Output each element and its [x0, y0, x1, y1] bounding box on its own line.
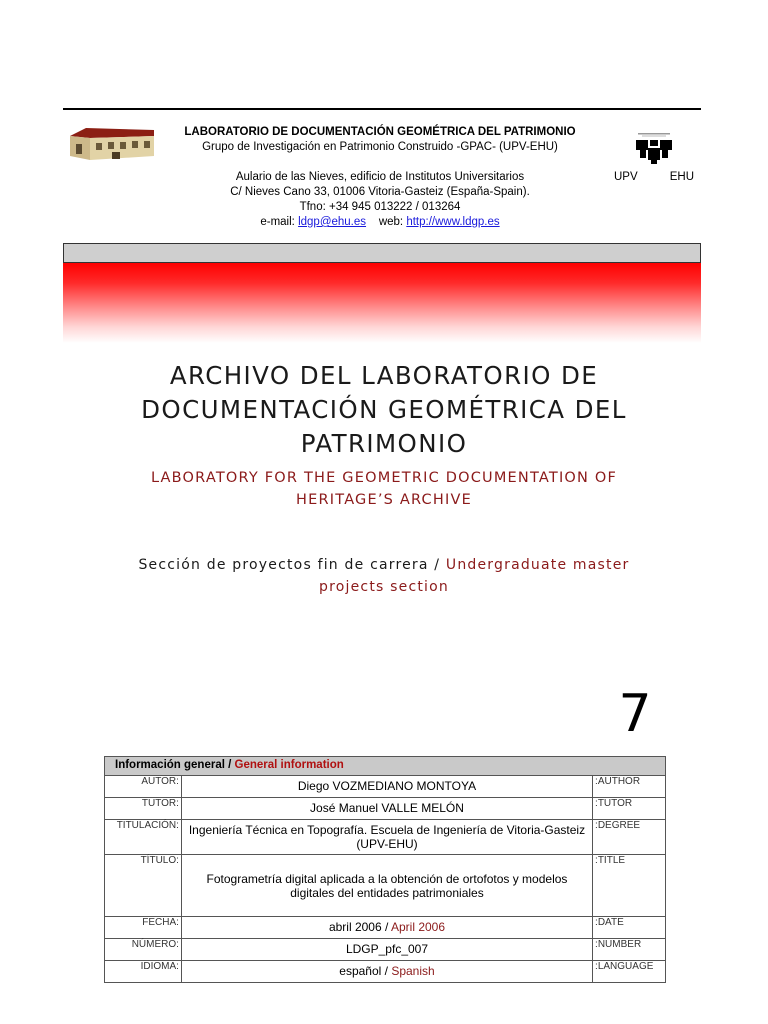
- degree-value: Ingeniería Técnica en Topografía. Escuela de Ingeniería de Vitoria-Gasteiz (UPV-EHU): [181, 820, 592, 855]
- research-group: Grupo de Investigación en Patrimonio Construido -GPAC- (UPV-EHU): [202, 141, 558, 153]
- author-label: AUTOR:: [105, 776, 182, 798]
- section-title-es: Sección de proyectos fin de carrera /: [138, 557, 446, 573]
- archive-title-line-2: DOCUMENTACIÓN GEOMÉTRICA DEL: [141, 395, 627, 424]
- degree-label-en: :DEGREE: [593, 820, 666, 855]
- info-table-header: [105, 757, 666, 776]
- title-label: TÍTULO:: [105, 855, 182, 917]
- archive-subtitle-line-1: LABORATORY FOR THE GEOMETRIC DOCUMENTATION OF: [150, 470, 618, 486]
- table-row: [105, 917, 666, 939]
- phone: Tfno: +34 945 013222 / 013264: [299, 201, 461, 213]
- author-value: Diego VOZMEDIANO MONTOYA: [181, 776, 592, 798]
- info-header-es: Información general /: [115, 759, 235, 771]
- band-header: [63, 243, 701, 263]
- date-value-es: abril 2006 /: [328, 920, 391, 934]
- upv-text: UPV: [614, 171, 638, 183]
- title-value-text: Fotogrametría digital aplicada a la obtención de ortofotos y modelos digitales del entidades patrimoniales: [206, 871, 568, 900]
- language-value: [181, 961, 592, 983]
- language-label: IDIOMA:: [105, 961, 182, 983]
- table-row: [105, 776, 666, 798]
- ehu-text: EHU: [669, 171, 694, 183]
- date-label-en: :DATE: [593, 917, 666, 939]
- general-info-table: [104, 756, 666, 983]
- date-value: [181, 917, 592, 939]
- archive-title: [84, 359, 684, 461]
- date-label: FECHA:: [105, 917, 182, 939]
- web-label: web:: [378, 216, 404, 228]
- address-line-2: C/ Nieves Cano 33, 01006 Vitoria-Gasteiz (España-Spain).: [230, 186, 530, 198]
- tutor-value: José Manuel VALLE MELÓN: [181, 798, 592, 820]
- info-header-en: General information: [234, 759, 344, 771]
- tutor-label: TUTOR:: [105, 798, 182, 820]
- degree-label: TITULACIÓN:: [105, 820, 182, 855]
- number-label-en: :NUMBER: [593, 939, 666, 961]
- section-title-en-2: projects section: [319, 579, 449, 595]
- archive-subtitle-line-2: HERITAGE’S ARCHIVE: [296, 492, 472, 508]
- table-row: [105, 939, 666, 961]
- number-value: LDGP_pfc_007: [181, 939, 592, 961]
- section-title-en: Undergraduate master: [445, 557, 630, 573]
- table-row: [105, 798, 666, 820]
- address-line-1: Aulario de las Nieves, edificio de Institutos Universitarios: [235, 171, 525, 183]
- title-label-en: :TITLE: [593, 855, 666, 917]
- language-value-en: Spanish: [391, 964, 435, 978]
- email-label: e-mail:: [260, 216, 295, 228]
- email-link[interactable]: ldgp@ehu.es: [298, 216, 367, 228]
- document-number: 7: [618, 684, 652, 744]
- top-rule: [63, 108, 701, 110]
- archive-subtitle: [84, 467, 684, 511]
- contact-line: [150, 216, 610, 229]
- archive-title-line-1: ARCHIVO DEL LABORATORIO DE: [169, 361, 599, 390]
- table-row: [105, 961, 666, 983]
- date-value-en: April 2006: [390, 920, 446, 934]
- title-value: [181, 855, 592, 917]
- table-row: [105, 855, 666, 917]
- table-row: [105, 820, 666, 855]
- tutor-label-en: :TUTOR: [593, 798, 666, 820]
- language-label-en: :LANGUAGE: [593, 961, 666, 983]
- lab-title: LABORATORIO DE DOCUMENTACIÓN GEOMÉTRICA DEL PATRIMONIO: [184, 126, 576, 138]
- red-gradient-band: [63, 263, 701, 343]
- archive-title-line-3: PATRIMONIO: [300, 429, 468, 458]
- language-value-es: español /: [339, 964, 392, 978]
- web-link[interactable]: http://www.ldgp.es: [406, 216, 500, 228]
- building-image: [66, 126, 154, 162]
- upv-ehu-label: [614, 171, 694, 183]
- author-label-en: :AUTHOR: [593, 776, 666, 798]
- number-label: NÚMERO:: [105, 939, 182, 961]
- section-title: [84, 554, 684, 598]
